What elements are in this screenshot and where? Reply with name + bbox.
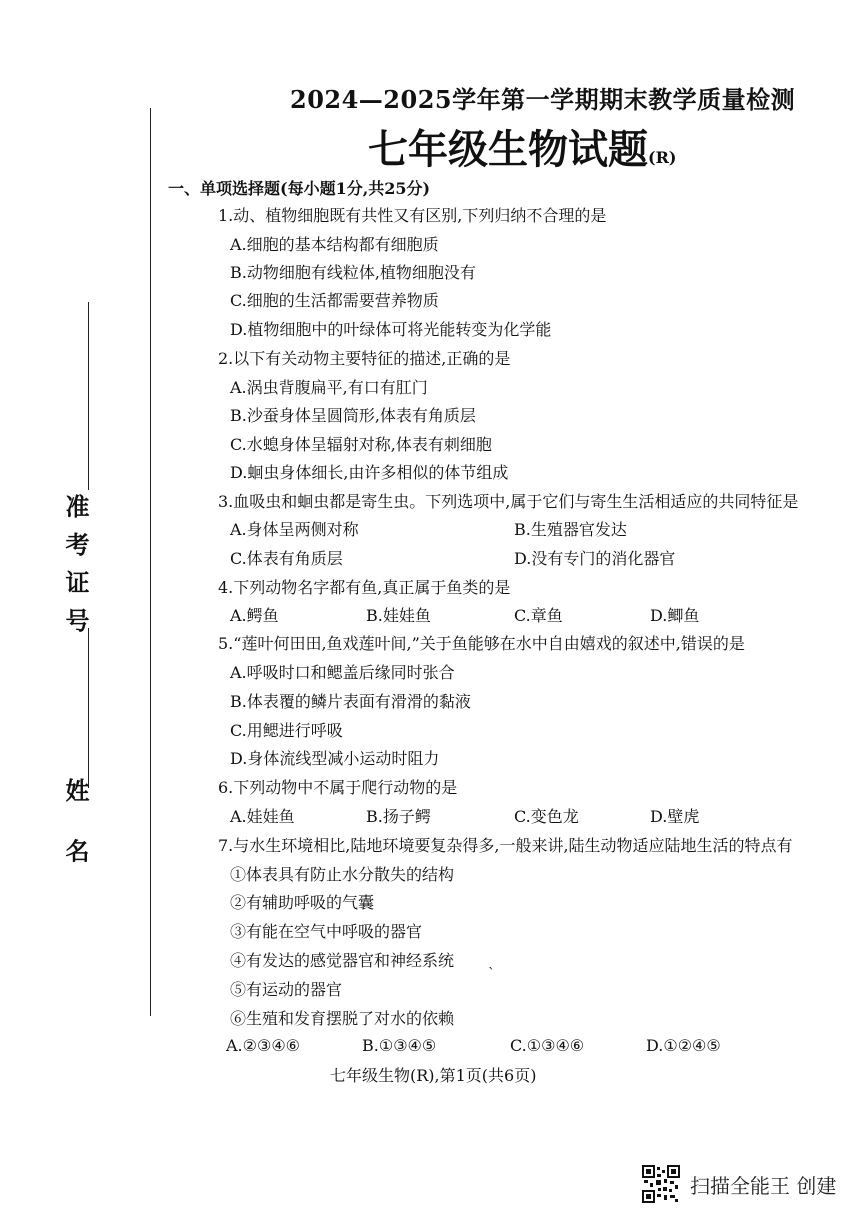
option: A.娃娃鱼 (230, 807, 295, 826)
option: A.呼吸时口和鳃盖后缘同时张合 (230, 663, 455, 682)
question-stem: 1.动、植物细胞既有共性又有区别,下列归纳不合理的是 (218, 206, 607, 225)
list-item: ②有辅助呼吸的气囊 (230, 893, 375, 912)
option: B.体表覆的鳞片表面有滑滑的黏液 (230, 692, 471, 711)
option: B.生殖器官发达 (514, 520, 627, 539)
section-title: 一、单项选择题(每小题1分,共25分) (168, 179, 431, 198)
option: C.章鱼 (514, 606, 563, 625)
option-row (226, 1036, 826, 1058)
list-item: ⑤有运动的器官 (230, 980, 343, 999)
binding-line (150, 108, 151, 1016)
option: B.①③④⑤ (362, 1036, 437, 1055)
option: D.没有专门的消化器官 (514, 549, 676, 568)
option: B.扬子鳄 (366, 807, 431, 826)
option: C.①③④⑥ (510, 1036, 585, 1055)
option: A.身体呈两侧对称 (230, 520, 359, 539)
question-stem: 3.血吸虫和蛔虫都是寄生虫。下列选项中,属于它们与寄生生活相适应的共同特征是 (218, 492, 799, 511)
option: C.体表有角质层 (230, 549, 343, 568)
option-row (230, 804, 830, 826)
qr-code-icon (642, 1165, 680, 1203)
option: D.植物细胞中的叶绿体可将光能转变为化学能 (230, 320, 552, 339)
option: D.鲫鱼 (650, 606, 700, 625)
stray-mark: ˋ (488, 966, 495, 982)
option: D.壁虎 (650, 807, 700, 826)
option: B.娃娃鱼 (366, 606, 431, 625)
option: D.蛔虫身体细长,由许多相似的体节组成 (230, 463, 509, 482)
watermark-text: 扫描全能王 创建 (690, 1174, 837, 1198)
name-blank (88, 628, 89, 788)
option: A.涡虫背腹扁平,有口有肛门 (230, 378, 428, 397)
option-row (230, 517, 830, 539)
option: B.沙蚕身体呈圆筒形,体表有角质层 (230, 406, 476, 425)
list-item: ④有发达的感觉器官和神经系统 (230, 951, 455, 970)
version-mark: (R) (648, 148, 677, 167)
list-item: ①体表具有防止水分散失的结构 (230, 865, 455, 884)
option: C.水螅身体呈辐射对称,体表有刺细胞 (230, 435, 492, 454)
option: C.用鳃进行呼吸 (230, 721, 343, 740)
exam-header: 2024—2025学年第一学期期末教学质量检测 (290, 85, 796, 114)
option: D.身体流线型减小运动时阻力 (230, 749, 440, 768)
exam-number-label: 准考证号 (61, 494, 90, 646)
exam-number-blank (88, 302, 89, 490)
list-item: ③有能在空气中呼吸的器官 (230, 922, 423, 941)
option: B.动物细胞有线粒体,植物细胞没有 (230, 263, 476, 282)
paper-title: 七年级生物试题(R) (368, 126, 677, 173)
option: A.②③④⑥ (226, 1036, 301, 1055)
question-stem: 5.“莲叶何田田,鱼戏莲叶间,”关于鱼能够在水中自由嬉戏的叙述中,错误的是 (218, 634, 745, 653)
option-row (230, 603, 830, 625)
option: C.变色龙 (514, 807, 579, 826)
question-stem: 6.下列动物中不属于爬行动物的是 (218, 778, 458, 797)
page-footer: 七年级生物(R),第1页(共6页) (330, 1066, 537, 1085)
option: A.鳄鱼 (230, 606, 279, 625)
option: D.①②④⑤ (646, 1036, 721, 1055)
option: C.细胞的生活都需要营养物质 (230, 291, 439, 310)
option-row (230, 546, 830, 568)
question-stem: 7.与水生环境相比,陆地环境要复杂得多,一般来讲,陆生动物适应陆地生活的特点有 (218, 836, 793, 855)
question-stem: 4.下列动物名字都有鱼,真正属于鱼类的是 (218, 578, 511, 597)
name-label: 姓 名 (61, 778, 90, 877)
option: A.细胞的基本结构都有细胞质 (230, 235, 439, 254)
list-item: ⑥生殖和发育摆脱了对水的依赖 (230, 1009, 455, 1028)
question-stem: 2.以下有关动物主要特征的描述,正确的是 (218, 349, 511, 368)
